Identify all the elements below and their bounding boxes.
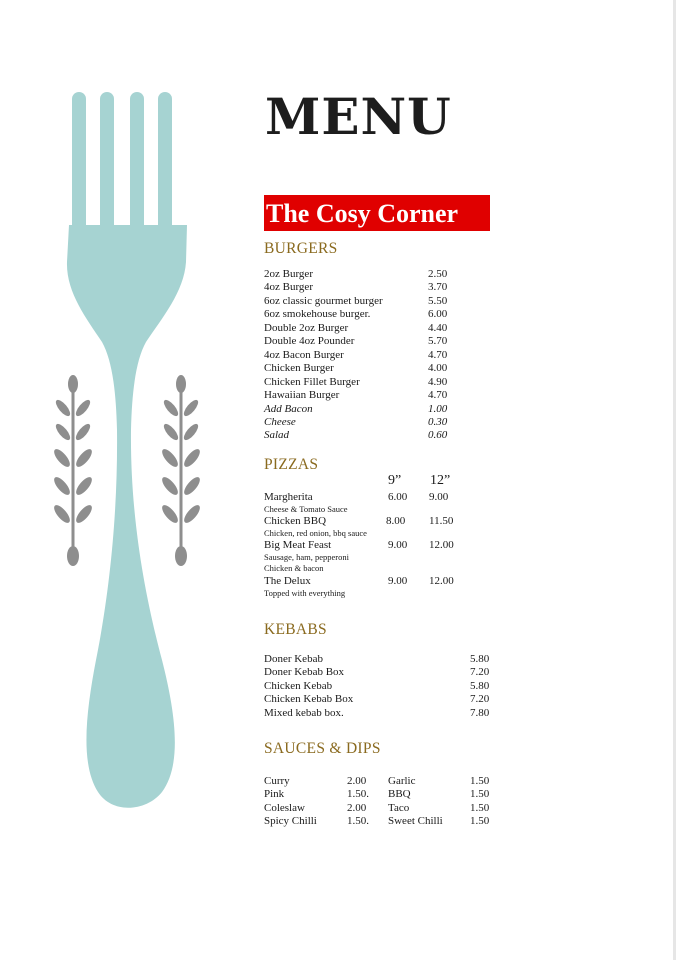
menu-item bbox=[264, 666, 494, 679]
item-name: Sweet Chilli bbox=[388, 815, 443, 827]
pizza-size-small: 9” bbox=[388, 473, 402, 488]
item-name: Double 4oz Pounder bbox=[264, 335, 355, 347]
item-name: Doner Kebab bbox=[264, 653, 323, 665]
price-9inch: 9.00 bbox=[388, 539, 408, 551]
item-price: 4.70 bbox=[428, 389, 448, 401]
item-price: 5.80 bbox=[470, 680, 490, 692]
item-name: 4oz Burger bbox=[264, 281, 313, 293]
item-price: 1.50 bbox=[470, 775, 490, 787]
section-heading-burgers: BURGERS bbox=[264, 240, 338, 257]
price-9inch: 9.00 bbox=[388, 575, 408, 587]
sauce-item bbox=[264, 815, 374, 828]
item-price: 3.70 bbox=[428, 281, 448, 293]
item-description: Chicken, red onion, bbq sauce bbox=[264, 528, 367, 538]
item-name: BBQ bbox=[388, 788, 411, 800]
item-price: 2.00 bbox=[347, 775, 367, 787]
item-name: Chicken Burger bbox=[264, 362, 334, 374]
item-name: 4oz Bacon Burger bbox=[264, 349, 344, 361]
item-price: 7.80 bbox=[470, 707, 490, 719]
item-name: Garlic bbox=[388, 775, 416, 787]
item-name: 2oz Burger bbox=[264, 268, 313, 280]
sauce-item bbox=[264, 775, 374, 788]
menu-item bbox=[264, 416, 464, 429]
sauce-item bbox=[388, 788, 498, 801]
menu-item bbox=[264, 429, 464, 442]
item-price: 5.80 bbox=[470, 653, 490, 665]
item-name: 6oz smokehouse burger. bbox=[264, 308, 371, 320]
item-price: 4.90 bbox=[428, 376, 448, 388]
item-name: 6oz classic gourmet burger bbox=[264, 295, 383, 307]
sauce-item bbox=[388, 802, 498, 815]
item-name: Add Bacon bbox=[264, 403, 313, 415]
item-name: Salad bbox=[264, 429, 290, 441]
item-name: Margherita bbox=[264, 491, 313, 503]
item-price: 5.50 bbox=[428, 295, 448, 307]
price-9inch: 6.00 bbox=[388, 491, 408, 503]
menu-item bbox=[264, 680, 494, 693]
menu-item bbox=[264, 349, 464, 362]
menu-item bbox=[264, 653, 494, 666]
price-12inch: 12.00 bbox=[429, 575, 454, 587]
menu-item bbox=[264, 362, 464, 375]
item-name: Pink bbox=[264, 788, 285, 800]
pizza-size-large: 12” bbox=[430, 473, 451, 488]
item-price: 7.20 bbox=[470, 693, 490, 705]
sauce-item bbox=[264, 802, 374, 815]
item-name: Double 2oz Burger bbox=[264, 322, 349, 334]
item-price: 7.20 bbox=[470, 666, 490, 678]
menu-item bbox=[264, 308, 464, 321]
item-description: Sausage, ham, pepperoni bbox=[264, 552, 349, 562]
pizza-item bbox=[264, 539, 464, 552]
menu-item bbox=[264, 295, 464, 308]
section-heading-kebabs: KEBABS bbox=[264, 621, 327, 638]
menu-item bbox=[264, 376, 464, 389]
price-12inch: 11.50 bbox=[429, 515, 454, 527]
menu-item bbox=[264, 322, 464, 335]
item-price: 1.50 bbox=[470, 802, 490, 814]
item-price: 1.50 bbox=[470, 815, 490, 827]
item-description: Topped with everything bbox=[264, 588, 346, 598]
sauce-item bbox=[264, 788, 374, 801]
item-name: Chicken Fillet Burger bbox=[264, 376, 360, 388]
item-name: Big Meat Feast bbox=[264, 539, 332, 551]
menu-item bbox=[264, 389, 464, 402]
section-heading-pizzas: PIZZAS bbox=[264, 456, 319, 473]
fork-icon bbox=[67, 92, 187, 808]
item-price: 1.50. bbox=[347, 815, 369, 827]
item-name: Mixed kebab box. bbox=[264, 707, 344, 719]
leaf-sprig-icon bbox=[159, 375, 202, 566]
item-price: 4.70 bbox=[428, 349, 448, 361]
item-price: 2.00 bbox=[347, 802, 367, 814]
menu-item bbox=[264, 403, 464, 416]
price-12inch: 12.00 bbox=[429, 539, 454, 551]
section-heading-sauces: SAUCES & DIPS bbox=[264, 740, 381, 757]
item-name: Taco bbox=[388, 802, 410, 814]
item-price: 6.00 bbox=[428, 308, 448, 320]
item-description: Chicken & bacon bbox=[264, 563, 324, 573]
pizza-item bbox=[264, 491, 464, 504]
menu-item bbox=[264, 335, 464, 348]
item-price: 4.40 bbox=[428, 322, 448, 334]
price-9inch: 8.00 bbox=[386, 515, 406, 527]
item-name: Curry bbox=[264, 775, 290, 787]
item-price: 1.50. bbox=[347, 788, 369, 800]
item-name: Chicken BBQ bbox=[264, 515, 327, 527]
item-price: 5.70 bbox=[428, 335, 448, 347]
item-price: 2.50 bbox=[428, 268, 448, 280]
sauce-item bbox=[388, 815, 498, 828]
page-title: MENU bbox=[265, 87, 452, 146]
item-name: Doner Kebab Box bbox=[264, 666, 345, 678]
item-name: Coleslaw bbox=[264, 802, 305, 814]
menu-item bbox=[264, 707, 494, 720]
sauce-item bbox=[388, 775, 498, 788]
pizza-item bbox=[264, 515, 464, 528]
item-name: The Delux bbox=[264, 575, 311, 587]
item-price: 4.00 bbox=[428, 362, 448, 374]
pizza-item bbox=[264, 575, 464, 588]
menu-item bbox=[264, 693, 494, 706]
item-price: 1.00 bbox=[428, 403, 448, 415]
menu-item bbox=[264, 268, 464, 281]
item-name: Cheese bbox=[264, 416, 296, 428]
item-price: 0.60 bbox=[428, 429, 448, 441]
item-name: Chicken Kebab bbox=[264, 680, 333, 692]
fork-artwork bbox=[0, 0, 260, 960]
item-name: Hawaiian Burger bbox=[264, 389, 340, 401]
item-price: 0.30 bbox=[428, 416, 448, 428]
price-12inch: 9.00 bbox=[429, 491, 449, 503]
item-name: Chicken Kebab Box bbox=[264, 693, 354, 705]
leaf-sprig-icon bbox=[51, 375, 94, 566]
item-name: Spicy Chilli bbox=[264, 815, 317, 827]
item-price: 1.50 bbox=[470, 788, 490, 800]
item-description: Cheese & Tomato Sauce bbox=[264, 504, 348, 514]
menu-item bbox=[264, 281, 464, 294]
brand-banner: The Cosy Corner bbox=[264, 195, 490, 231]
